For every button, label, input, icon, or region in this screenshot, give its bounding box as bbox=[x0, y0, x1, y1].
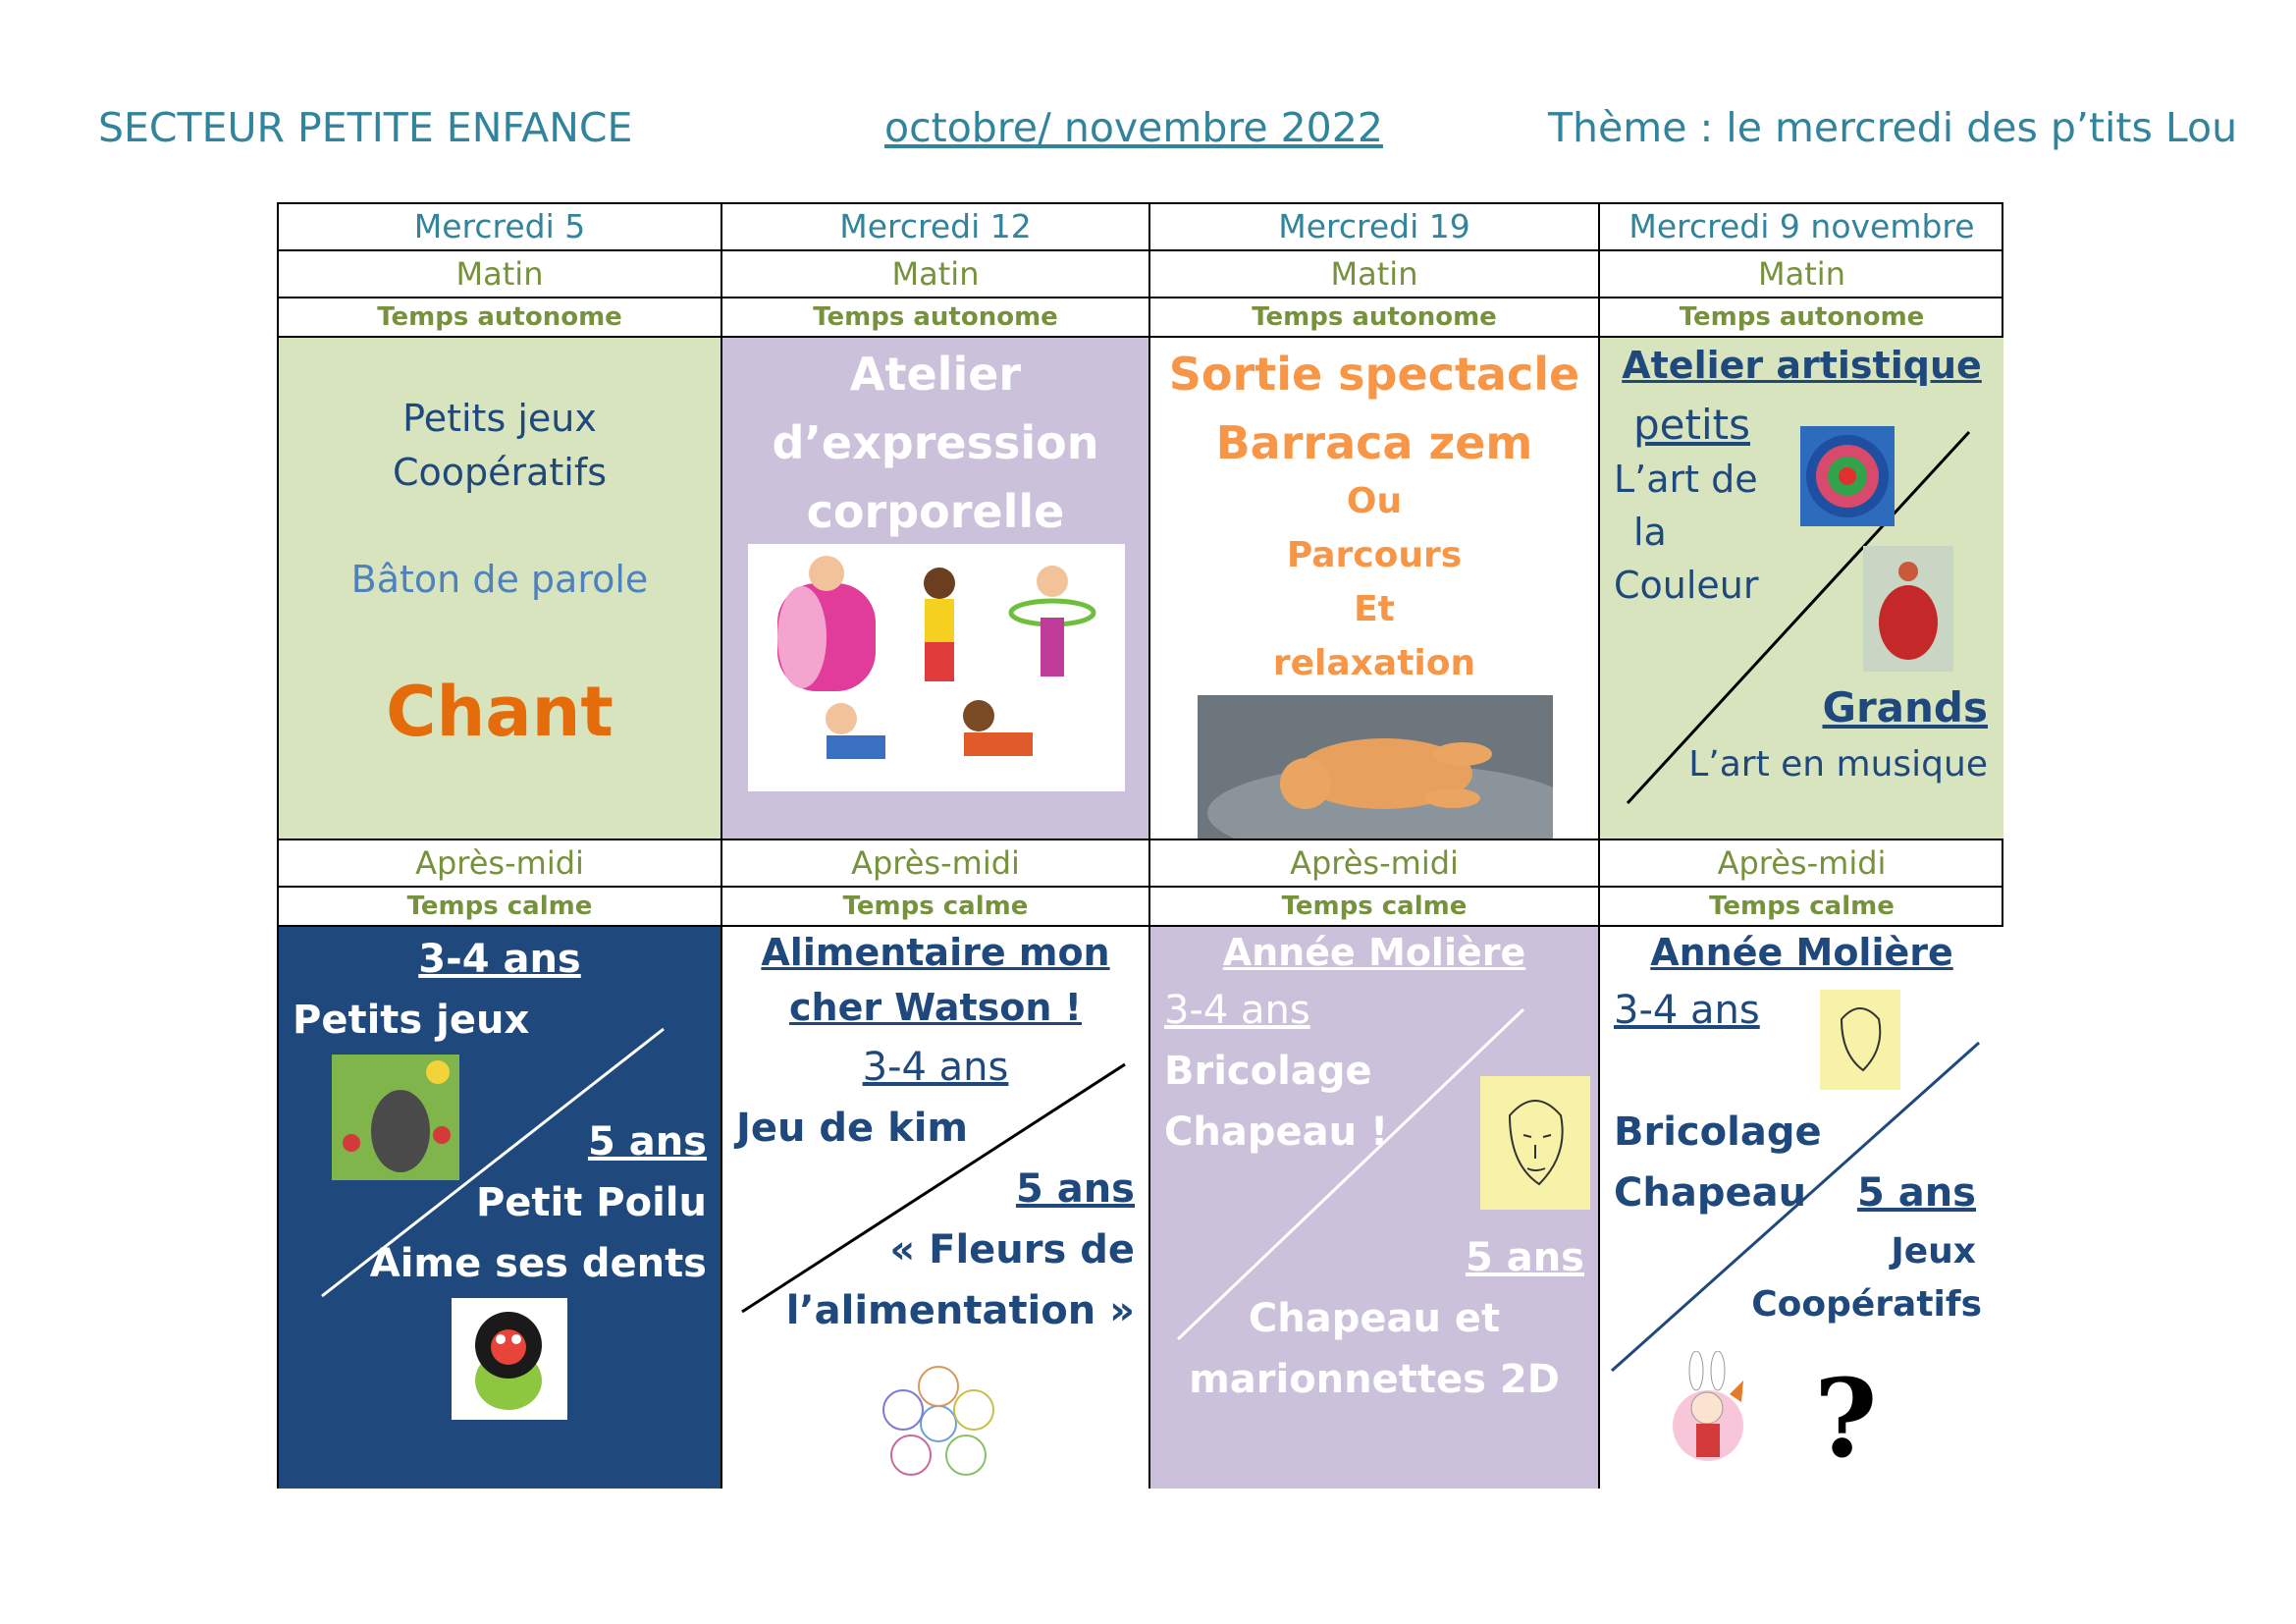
day-header: Mercredi 12 bbox=[722, 204, 1150, 251]
lady-red-dress-artwork bbox=[1863, 546, 1953, 672]
moliere-sketch bbox=[1480, 1076, 1590, 1210]
pm3-small1: Bricolage bbox=[1164, 1049, 1372, 1094]
pm4-age-small: 3-4 ans bbox=[1614, 988, 1760, 1033]
morning-activities-row bbox=[279, 338, 2002, 840]
am4-small1: L’art de bbox=[1614, 458, 1758, 501]
am3-line4: Parcours bbox=[1286, 535, 1463, 575]
afternoon-sub: Temps calme bbox=[279, 888, 722, 927]
am-cell-4 bbox=[1600, 338, 2003, 840]
pm1-age-small: 3-4 ans bbox=[418, 937, 581, 982]
morning-label: Matin bbox=[279, 251, 722, 298]
afternoon-row bbox=[279, 840, 2002, 888]
afternoon-label: Après-midi bbox=[279, 840, 722, 888]
pm2-title2: cher Watson ! bbox=[788, 986, 1083, 1029]
pm1-small1: Petits jeux bbox=[293, 998, 530, 1043]
morning-sub: Temps autonome bbox=[722, 298, 1150, 338]
afternoon-sub: Temps calme bbox=[1600, 888, 2003, 927]
afternoon-label: Après-midi bbox=[1150, 840, 1600, 888]
afternoon-label: Après-midi bbox=[722, 840, 1150, 888]
morning-label: Matin bbox=[1150, 251, 1600, 298]
am3-line3: Ou bbox=[1346, 481, 1403, 521]
color-circles-artwork bbox=[1800, 426, 1895, 526]
moliere-sketch bbox=[1820, 990, 1900, 1090]
day-header: Mercredi 5 bbox=[279, 204, 722, 251]
morning-label: Matin bbox=[722, 251, 1150, 298]
pm4-age-big: 5 ans bbox=[1856, 1170, 1976, 1216]
pm3-big2: marionnettes 2D bbox=[1189, 1357, 1560, 1402]
day-header: Mercredi 19 bbox=[1150, 204, 1600, 251]
wolf-book-cover bbox=[332, 1055, 459, 1180]
pm1-age-big: 5 ans bbox=[587, 1119, 707, 1164]
pm-cell-4 bbox=[1600, 927, 2003, 1489]
am4-small-label: petits bbox=[1633, 401, 1750, 449]
pm-cell-2 bbox=[722, 927, 1150, 1489]
am1-line2: Coopératifs bbox=[392, 451, 608, 494]
pm2-big1: « Fleurs de bbox=[889, 1227, 1135, 1272]
am2-line3: corporelle bbox=[806, 485, 1065, 538]
pm3-big1: Chapeau et bbox=[1248, 1296, 1501, 1341]
am4-big1: L’art en musique bbox=[1688, 744, 1988, 785]
period-title: octobre/ novembre 2022 bbox=[884, 104, 1383, 151]
morning-sub-row bbox=[279, 298, 2002, 338]
am-cell-2 bbox=[722, 338, 1150, 840]
am-cell-3 bbox=[1150, 338, 1600, 840]
day-header: Mercredi 9 novembre bbox=[1600, 204, 2003, 251]
afternoon-sub-row bbox=[279, 888, 2002, 927]
am2-line2: d’expression bbox=[772, 416, 1099, 469]
petit-poilu-illustration bbox=[452, 1298, 567, 1420]
pm-cell-3 bbox=[1150, 927, 1600, 1489]
am1-line1: Petits jeux bbox=[402, 397, 597, 440]
pm4-small1: Bricolage bbox=[1614, 1110, 1822, 1155]
pm4-big1: Jeux bbox=[1891, 1231, 1976, 1272]
theme-title: Thème : le mercredi des p’tits Lou bbox=[1548, 104, 2238, 151]
sector-title: SECTEUR PETITE ENFANCE bbox=[98, 104, 633, 151]
days-row bbox=[279, 204, 2002, 251]
am4-small2: la bbox=[1633, 511, 1667, 554]
pm-cell-1 bbox=[279, 927, 722, 1489]
afternoon-sub: Temps calme bbox=[722, 888, 1150, 927]
pm4-title: Année Molière bbox=[1650, 931, 1953, 974]
am3-line2: Barraca zem bbox=[1215, 416, 1533, 469]
am3-line6: relaxation bbox=[1272, 643, 1476, 683]
pm2-small1: Jeu de kim bbox=[736, 1106, 969, 1151]
am4-small3: Couleur bbox=[1614, 564, 1759, 607]
morning-sub: Temps autonome bbox=[1150, 298, 1600, 338]
schedule-table bbox=[277, 202, 2003, 1489]
pm1-big2: Aime ses dents bbox=[369, 1241, 707, 1286]
pm4-small2: Chapeau bbox=[1614, 1170, 1807, 1216]
pm3-small2: Chapeau ! bbox=[1164, 1110, 1389, 1155]
afternoon-activities-row bbox=[279, 927, 2002, 1489]
pm3-title: Année Molière bbox=[1222, 931, 1526, 974]
am-cell-1 bbox=[279, 338, 722, 840]
pm2-big2: l’alimentation » bbox=[785, 1288, 1135, 1333]
pm2-title1: Alimentaire mon bbox=[761, 931, 1110, 974]
am3-line5: Et bbox=[1354, 589, 1395, 629]
pm2-age-big: 5 ans bbox=[1015, 1166, 1135, 1212]
pm3-age-small: 3-4 ans bbox=[1164, 988, 1310, 1033]
afternoon-sub: Temps calme bbox=[1150, 888, 1600, 927]
am4-big-label: Grands bbox=[1822, 683, 1988, 731]
morning-sub: Temps autonome bbox=[1600, 298, 2003, 338]
am1-chant: Chant bbox=[386, 672, 614, 752]
pm1-big1: Petit Poilu bbox=[475, 1180, 707, 1225]
am3-line1: Sortie spectacle bbox=[1168, 348, 1580, 401]
sleeping-cat-photo bbox=[1198, 695, 1553, 839]
am2-line1: Atelier bbox=[849, 348, 1022, 401]
food-flower-diagram bbox=[872, 1363, 1005, 1485]
question-mark: ? bbox=[1814, 1355, 1878, 1482]
pm4-big2: Coopératifs bbox=[1751, 1284, 1982, 1325]
afternoon-label: Après-midi bbox=[1600, 840, 2003, 888]
morning-row bbox=[279, 251, 2002, 298]
pm3-age-big: 5 ans bbox=[1465, 1235, 1584, 1280]
pm2-age-small: 3-4 ans bbox=[862, 1045, 1009, 1090]
kids-exercise-illustration bbox=[748, 544, 1125, 791]
morning-label: Matin bbox=[1600, 251, 2003, 298]
morning-sub: Temps autonome bbox=[279, 298, 722, 338]
am4-title: Atelier artistique bbox=[1622, 344, 1982, 387]
bunny-child-illustration bbox=[1669, 1351, 1753, 1487]
am1-line3: Bâton de parole bbox=[350, 558, 649, 601]
